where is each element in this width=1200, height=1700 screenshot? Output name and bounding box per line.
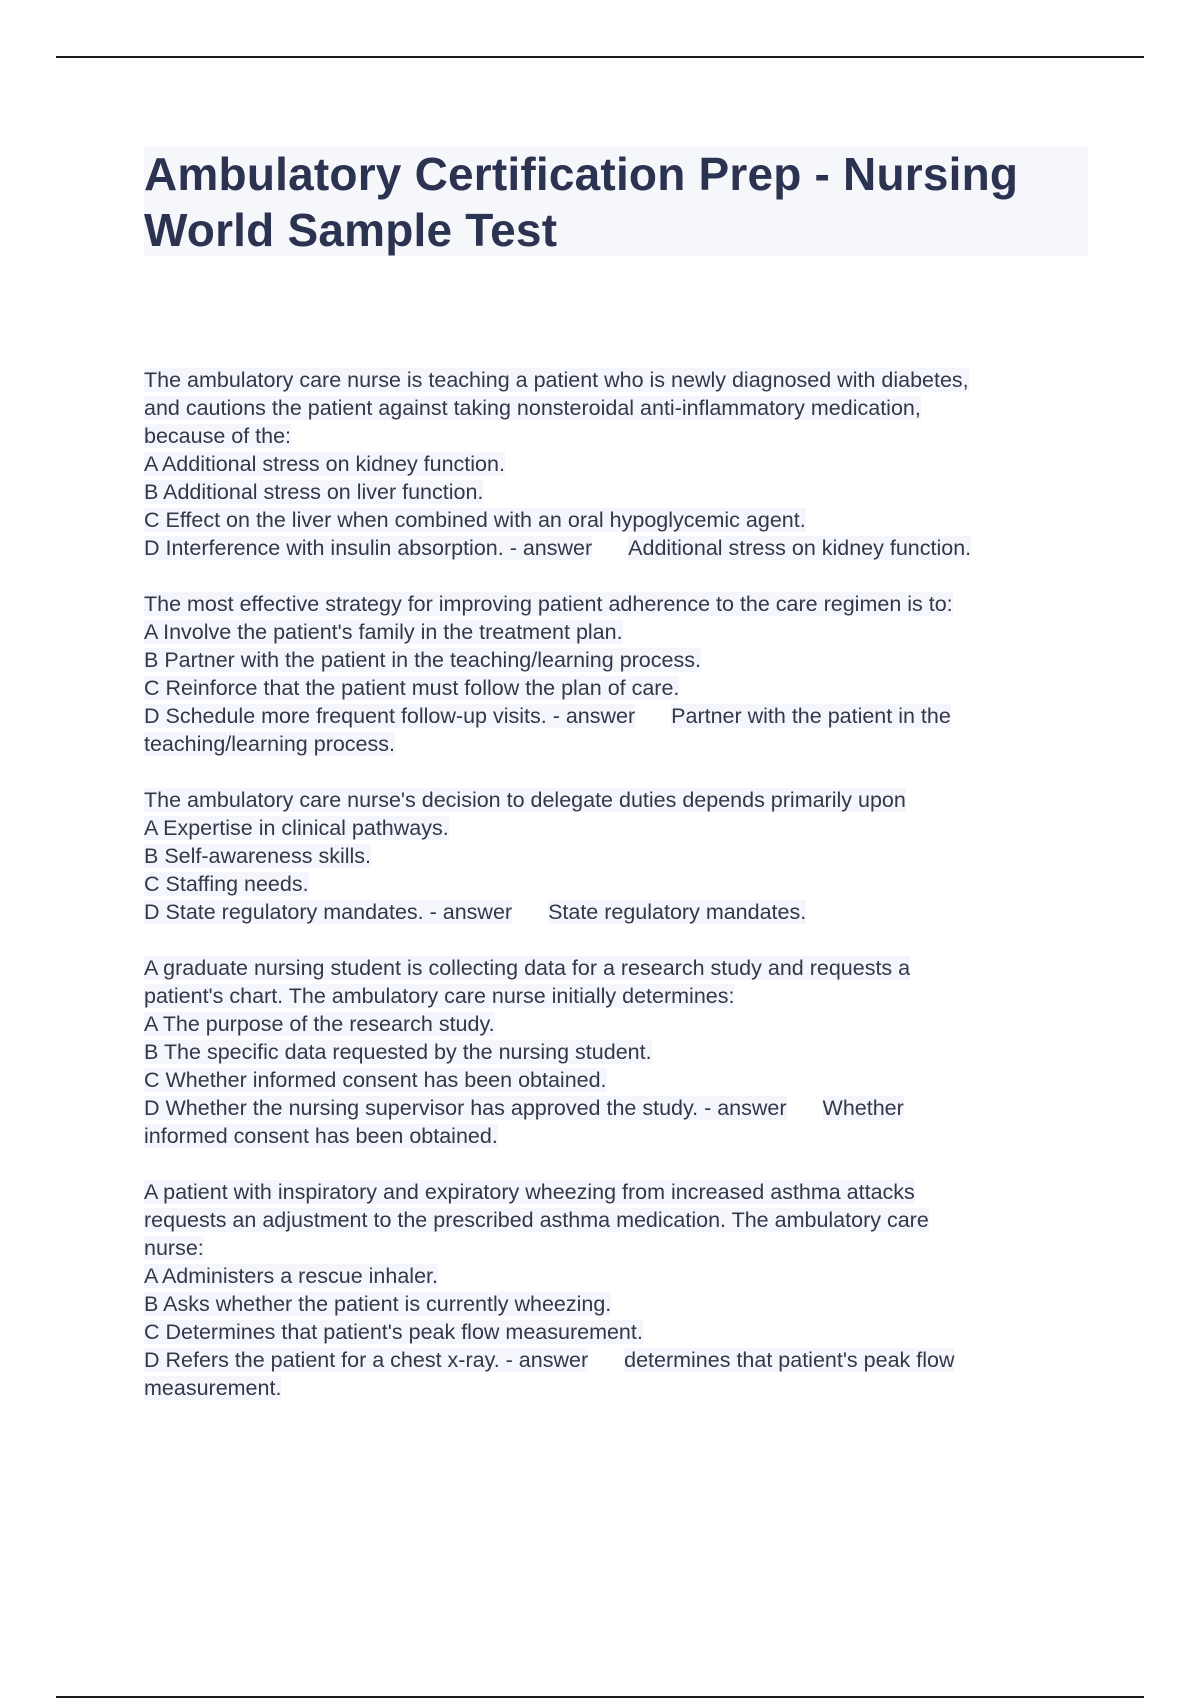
answer-text: Additional stress on kidney function.	[628, 536, 972, 560]
option-a: A Additional stress on kidney function.	[144, 452, 505, 476]
option-d: D Whether the nursing supervisor has approved the study. - answer	[144, 1096, 787, 1120]
option-a: A Administers a rescue inhaler.	[144, 1264, 438, 1288]
option-c: C Determines that patient's peak flow measurement.	[144, 1320, 643, 1344]
option-c: C Staffing needs.	[144, 872, 309, 896]
answer-text: determines that patient's peak flow	[624, 1348, 955, 1372]
question-stem-line: nurse:	[144, 1236, 204, 1260]
bottom-rule	[56, 1696, 1144, 1698]
question-stem-line: and cautions the patient against taking nonsteroidal anti-inflammatory medication,	[144, 396, 921, 420]
question-stem-line: A patient with inspiratory and expiratory wheezing from increased asthma attacks	[144, 1180, 915, 1204]
question-stem-line: The most effective strategy for improving patient adherence to the care regimen is to:	[144, 592, 953, 616]
option-d: D Refers the patient for a chest x-ray. - answer	[144, 1348, 589, 1372]
question-4	[144, 954, 1084, 1150]
answer-text-continued: informed consent has been obtained.	[144, 1124, 498, 1148]
question-2	[144, 590, 1084, 758]
option-a: A Expertise in clinical pathways.	[144, 816, 449, 840]
option-b: B Additional stress on liver function.	[144, 480, 484, 504]
question-stem-line: because of the:	[144, 424, 292, 448]
question-stem-line: A graduate nursing student is collecting data for a research study and requests a	[144, 956, 911, 980]
question-stem-line: patient's chart. The ambulatory care nurse initially determines:	[144, 984, 735, 1008]
option-a: A Involve the patient's family in the treatment plan.	[144, 620, 623, 644]
answer-text: Partner with the patient in the	[671, 704, 951, 728]
answer-text: State regulatory mandates.	[548, 900, 807, 924]
page-title	[144, 146, 1088, 258]
option-d: D Schedule more frequent follow-up visits. - answer	[144, 704, 636, 728]
answer-text-continued: teaching/learning process.	[144, 732, 395, 756]
option-c: C Effect on the liver when combined with an oral hypoglycemic agent.	[144, 508, 806, 532]
question-stem-line: The ambulatory care nurse's decision to delegate duties depends primarily upon	[144, 788, 906, 812]
option-c: C Reinforce that the patient must follow the plan of care.	[144, 676, 680, 700]
question-3	[144, 786, 1084, 926]
answer-text-continued: measurement.	[144, 1376, 282, 1400]
question-list	[144, 366, 1084, 1430]
option-a: A The purpose of the research study.	[144, 1012, 495, 1036]
option-d: D State regulatory mandates. - answer	[144, 900, 513, 924]
answer-text: Whether	[822, 1096, 904, 1120]
option-b: B The specific data requested by the nursing student.	[144, 1040, 652, 1064]
top-rule	[56, 56, 1144, 58]
title-line-1: Ambulatory Certification Prep - Nursing	[144, 148, 1019, 200]
option-c: C Whether informed consent has been obtained.	[144, 1068, 607, 1092]
option-d: D Interference with insulin absorption. - answer	[144, 536, 593, 560]
title-line-2: World Sample Test	[144, 204, 558, 256]
question-stem-line: requests an adjustment to the prescribed asthma medication. The ambulatory care	[144, 1208, 929, 1232]
option-b: B Asks whether the patient is currently wheezing.	[144, 1292, 612, 1316]
question-1	[144, 366, 1084, 562]
question-5	[144, 1178, 1084, 1402]
option-b: B Self-awareness skills.	[144, 844, 372, 868]
question-stem-line: The ambulatory care nurse is teaching a patient who is newly diagnosed with diabetes,	[144, 368, 969, 392]
title-block	[144, 146, 1088, 256]
option-b: B Partner with the patient in the teaching/learning process.	[144, 648, 701, 672]
